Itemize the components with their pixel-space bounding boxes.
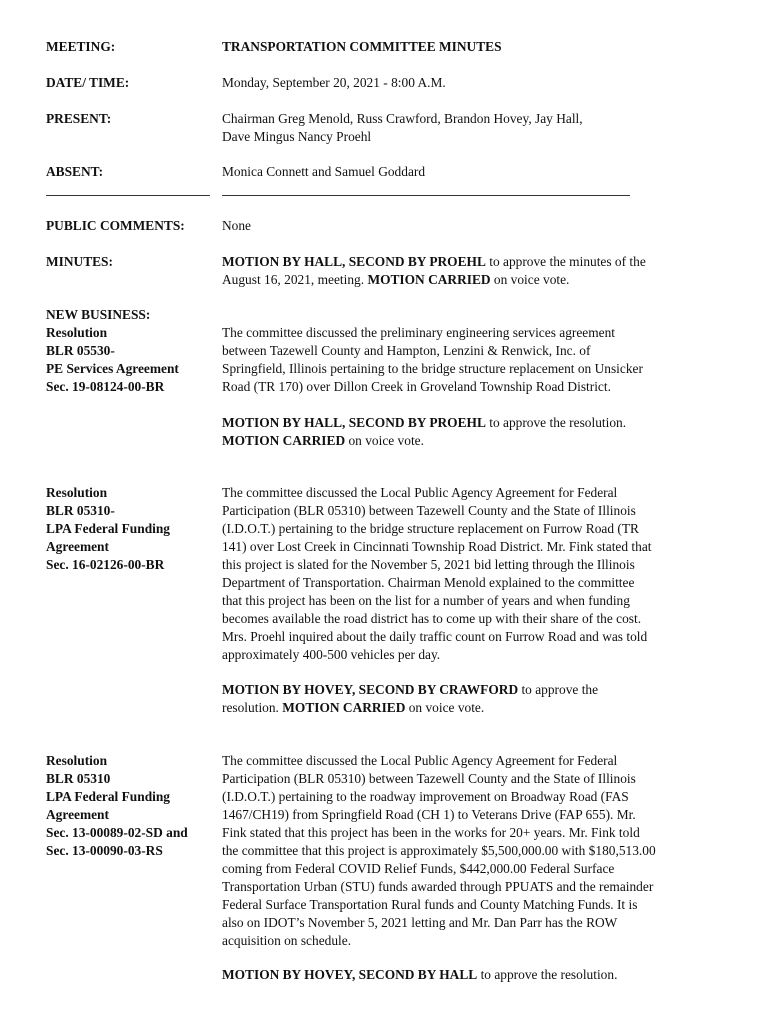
item-body-line: also on IDOT’s November 5, 2021 letting and Mr. Dan Parr has the ROW bbox=[222, 915, 618, 930]
item-label-line: LPA Federal Funding bbox=[46, 789, 170, 804]
item-body-line: between Tazewell County and Hampton, Lenzini & Renwick, Inc. of bbox=[222, 343, 591, 358]
motion-bold: MOTION BY HOVEY, SECOND BY CRAWFORD bbox=[222, 682, 519, 697]
item-body-line: 1467/CH19) from Springfield Road (CH 1) to Veterans Drive (FAP 655). Mr. bbox=[222, 807, 636, 822]
motion-bold: MOTION BY HOVEY, SECOND BY HALL bbox=[222, 967, 478, 982]
item-body-line: (I.D.O.T.) pertaining to the roadway improvement on Broadway Road (FAS bbox=[222, 789, 629, 804]
item-body-line: The committee discussed the Local Public Agency Agreement for Federal bbox=[222, 485, 618, 500]
item-label-line: Sec. 16-02126-00-BR bbox=[46, 557, 165, 572]
present-line: Chairman Greg Menold, Russ Crawford, Brandon Hovey, Jay Hall, bbox=[222, 111, 583, 126]
item-body-line: this project is slated for the November 5, 2021 bid letting through the Illinois bbox=[222, 557, 635, 572]
item-label-line: Sec. 13-00089-02-SD and bbox=[46, 825, 188, 840]
item-body-line: Participation (BLR 05310) between Tazewell County and the State of Illinois bbox=[222, 503, 636, 518]
present-line: Dave Mingus Nancy Proehl bbox=[222, 129, 372, 144]
motion-text: to approve the bbox=[518, 682, 599, 697]
item-body-line: Mrs. Proehl inquired about the daily traffic count on Furrow Road and was told bbox=[222, 629, 648, 644]
minutes-motion bbox=[222, 253, 717, 289]
absent-value: Monica Connett and Samuel Goddard bbox=[222, 164, 426, 179]
motion-text: to approve the resolution. bbox=[477, 967, 618, 982]
item-body bbox=[222, 752, 717, 950]
item-body-line: The committee discussed the preliminary engineering services agreement bbox=[222, 325, 616, 340]
item-motion bbox=[222, 966, 717, 984]
minutes-line2-text: August 16, 2021, meeting. bbox=[222, 272, 368, 287]
item-body-line: acquisition on schedule. bbox=[222, 933, 352, 948]
public-comments-label: PUBLIC COMMENTS: bbox=[46, 218, 185, 233]
item-label-line: Agreement bbox=[46, 539, 109, 554]
present-value bbox=[222, 110, 717, 146]
item-body-line: that this project has been on the list for a number of years and when funding bbox=[222, 593, 630, 608]
item-label-line: BLR 05310- bbox=[46, 503, 115, 518]
carried-text: on voice vote. bbox=[345, 433, 424, 448]
carried-text: on voice vote. bbox=[405, 700, 485, 715]
motion-text: to approve the resolution. bbox=[485, 415, 627, 430]
item-label-line: Sec. 13-00090-03-RS bbox=[46, 843, 163, 858]
item-motion bbox=[222, 414, 717, 450]
item-label-line: Resolution bbox=[46, 485, 108, 500]
item-label bbox=[46, 306, 216, 396]
meeting-label: MEETING: bbox=[46, 39, 116, 54]
meeting-title: TRANSPORTATION COMMITTEE MINUTES bbox=[222, 39, 502, 54]
item-body-line: the committee that this project is approximately $5,500,000.00 with $180,513.00 bbox=[222, 843, 656, 858]
item-label bbox=[46, 752, 216, 860]
item-label-line: LPA Federal Funding bbox=[46, 521, 170, 536]
item-label-line: PE Services Agreement bbox=[46, 361, 179, 376]
public-comments-value: None bbox=[222, 218, 252, 233]
item-label-line: BLR 05310 bbox=[46, 771, 111, 786]
item-label-line: Resolution bbox=[46, 753, 108, 768]
minutes-carried-bold: MOTION CARRIED bbox=[367, 272, 491, 287]
item-body-line: Participation (BLR 05310) between Tazewell County and the State of Illinois bbox=[222, 771, 636, 786]
new-business-heading: NEW BUSINESS: bbox=[46, 307, 151, 322]
item-label-line: Sec. 19-08124-00-BR bbox=[46, 379, 165, 394]
item-body-line: Fink stated that this project has been in the works for 20+ years. Mr. Fink told bbox=[222, 825, 640, 840]
item-body-line: Transportation Urban (STU) funds awarded through PPUATS and the remainder bbox=[222, 879, 654, 894]
motion-line2-text: resolution. bbox=[222, 700, 283, 715]
item-body-line: Road (TR 170) over Dillon Creek in Groveland Township Road District. bbox=[222, 379, 611, 394]
item-body-line: 141) over Lost Creek in Cincinnati Township Road District. Mr. Fink stated that bbox=[222, 539, 652, 554]
item-body-line: Department of Transportation. Chairman Menold explained to the committee bbox=[222, 575, 635, 590]
item-label-line: Agreement bbox=[46, 807, 109, 822]
present-label: PRESENT: bbox=[46, 111, 112, 126]
item-body-line: The committee discussed the Local Public Agency Agreement for Federal bbox=[222, 753, 618, 768]
item-body-line: approximately 400-500 vehicles per day. bbox=[222, 647, 441, 662]
carried-bold: MOTION CARRIED bbox=[222, 433, 346, 448]
carried-bold: MOTION CARRIED bbox=[282, 700, 406, 715]
item-label-line: Resolution bbox=[46, 325, 108, 340]
item-label-line: BLR 05530- bbox=[46, 343, 115, 358]
minutes-label: MINUTES: bbox=[46, 254, 113, 269]
item-body-line: becomes available the road district has to come up with their share of the cost. bbox=[222, 611, 642, 626]
item-body-line: Springfield, Illinois pertaining to the bridge structure replacement on Unsicker bbox=[222, 361, 643, 376]
item-body bbox=[222, 324, 717, 396]
motion-bold: MOTION BY HALL, SECOND BY PROEHL bbox=[222, 415, 486, 430]
absent-label: ABSENT: bbox=[46, 164, 104, 179]
item-body bbox=[222, 484, 717, 664]
date-time-label: DATE/ TIME: bbox=[46, 75, 130, 90]
date-time-value: Monday, September 20, 2021 - 8:00 A.M. bbox=[222, 75, 446, 90]
minutes-carried-text: on voice vote. bbox=[490, 272, 570, 287]
item-body-line: (I.D.O.T.) pertaining to the bridge structure replacement on Furrow Road (TR bbox=[222, 521, 639, 536]
minutes-motion-text: to approve the minutes of the bbox=[485, 254, 646, 269]
item-label bbox=[46, 484, 216, 574]
item-body-line: coming from Federal COVID Relief Funds, $442,000.00 Federal Surface bbox=[222, 861, 615, 876]
divider-left bbox=[46, 195, 210, 196]
item-motion bbox=[222, 681, 717, 717]
minutes-motion-bold: MOTION BY HALL, SECOND BY PROEHL bbox=[222, 254, 486, 269]
divider-right bbox=[222, 195, 630, 196]
item-body-line: Federal Surface Transportation Rural funds and County Matching Funds. It is bbox=[222, 897, 638, 912]
